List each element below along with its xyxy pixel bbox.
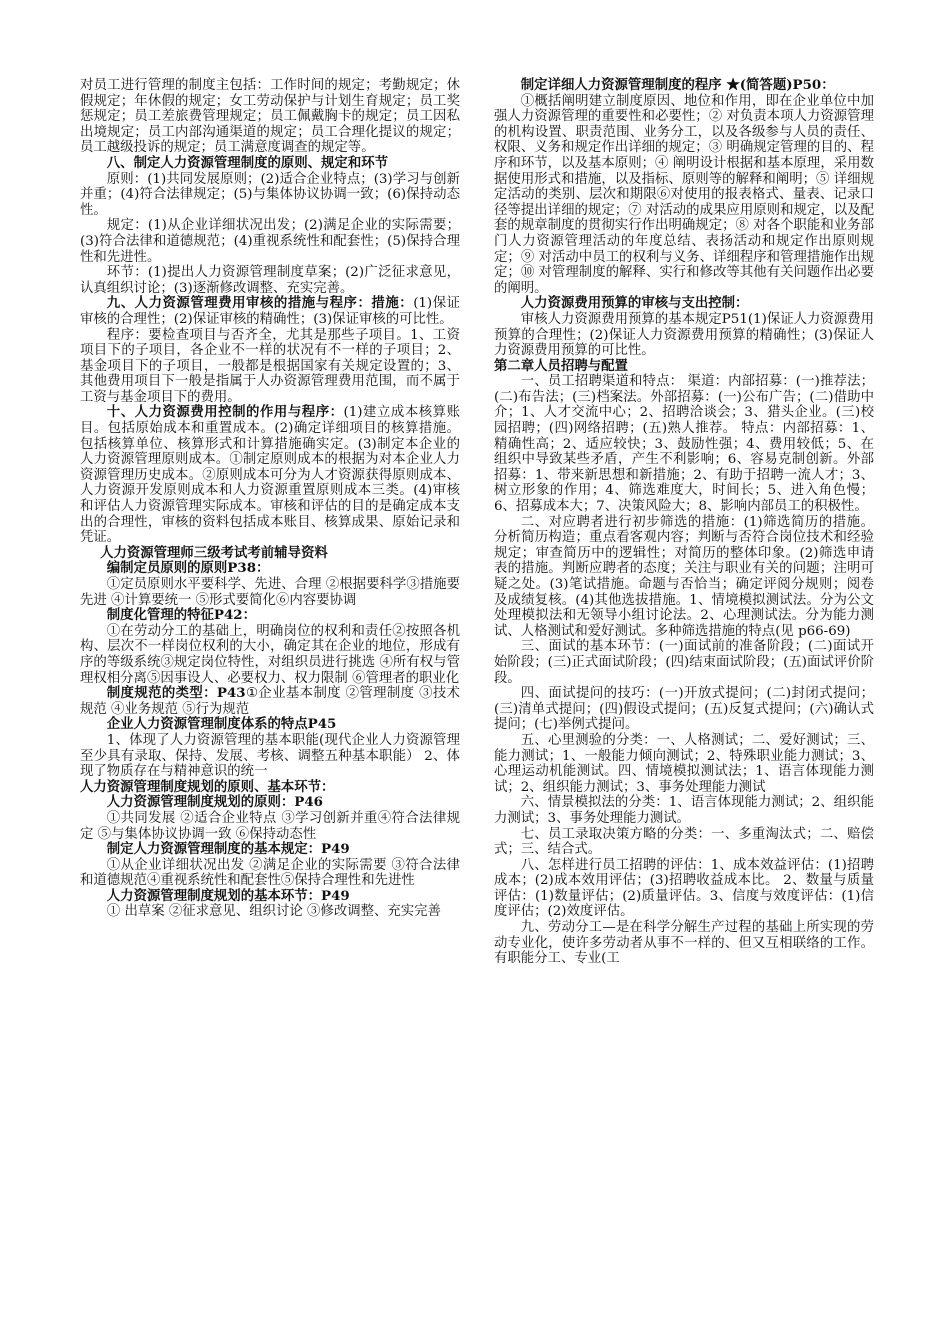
paragraph-recruitment-evaluation: 八、怎样进行员工招聘的评估：1、成本效益评估：(1)招聘成本；(2)成本效用评估；(3)招聘收益成本比。 2、数量与质量评估：(1)数量评估；(2)质量评估。3、信度与效度评估：(1)信度评估；(2)效度评估。 [494, 857, 874, 920]
paragraph-system-features: 1、体现了人力资源管理的基本职能(现代企业人力资源管理至少具有录取、保持、发展、考核、调整五种基本职能） 2、体现了物质存在与精神意识的统一 [80, 732, 460, 780]
paragraph-budget-review: 审核人力资源费用预算的基本规定P51(1)保证人力资源费用预算的合理性；(2)保证人力资源费用预算的精确性；(3)保证人力资源费用预算的可比性。 [494, 311, 874, 359]
heading-section-8: 八、制定人力资源管理制度的原则、规定和环节 [106, 154, 388, 171]
paragraph-detailed-procedure: ①概括阐明建立制度原因、地位和作用，即在企业单位中加强人力资源管理的重要性和必要性；② 对负责本项人力资源管理的机构设置、职责范围、业务分工，以及各级参与人员的责任、权限、义务和规定作出详细的规定；③ 明确规定管理的目的、程序和环节，以及基本原则；④ 阐明设计根据和基本原理，采用数据使用形式和措施，以及指标、原则等的解释和阐明；⑤ 详细规定活动的类别、层次和期限⑥对使用的报表格式、量表、记录口径等提出详细的规定；⑦ 对活动的成果应用原则和规定，以及配套的规章制度的贯彻实行作出明确规定；⑧ 对各个职能和业务部门人力资源管理活动的年度总结、表扬活动和规定作出原则规定；⑨ 对活动中员工的权利与义务、详细程序和管理措施作出规定；⑩ 对管理制度的解释、实行和修改等其他有关问题作出必要的阐明。 [494, 93, 874, 296]
paragraph-section-9 [80, 296, 460, 327]
heading-planning: 人力资源管理制度规划的原则、基本环节： [80, 778, 335, 795]
heading-system-features: 企业人力资源管理制度体系的特点P45 [106, 716, 337, 733]
rule-types-list: ①企业基本制度 ②管理制度 ③技术规范 ④业务规范 ⑤行为规范 [80, 686, 460, 717]
left-column [80, 78, 460, 920]
paragraph-scenario-simulation: 六、情景模拟法的分类：1、语言体现能力测试；2、组织能力测试；3、事务处理能力测试。 [494, 795, 874, 826]
heading-budget-review: 人力资源费用预算的审核与支出控制： [520, 295, 749, 312]
paragraph-rule-types [80, 686, 460, 717]
paragraph-interview-questions: 四、面试提问的技巧：(一)开放式提问；(二)封闭式提问；(三)清单式提问；(四)假设式提问；(五)反复式提问；(六)确认式提问；(七)举例式提问。 [494, 686, 874, 733]
heading-detailed-procedure: 制定详细人力资源管理制度的程序 ★(简答题)P50： [520, 77, 835, 93]
heading-rule-types: 制度规范的类型：P43 [106, 685, 246, 702]
heading-chapter-2: 第二章人员招聘与配置 [494, 357, 628, 374]
section-9-measures: (1)保证审核的合理性；(2)保证审核的精确性；(3)保证审核的可比性。 [80, 296, 461, 327]
heading-section-9: 九、人力资源管理费用审核的措施与程序：措施： [106, 295, 414, 312]
paragraph-planning-steps: ① 出草案 ②征求意见、组织讨论 ③修改调整、充实完善 [106, 904, 441, 920]
heading-basic-requirements: 制定人力资源管理制度的基本规定：P49 [106, 841, 350, 858]
paragraph-staffing-principles: ①定员原则水平要科学、先进、合理 ②根据要科学③措施要先进 ④计算要统一 ⑤形式要简化⑥内容要协调 [80, 577, 460, 608]
paragraph-section-10 [80, 405, 460, 545]
heading-institutional-mgmt: 制度化管理的特征P42： [106, 607, 257, 624]
paragraph-steps: 环节：(1)提出人力资源管理制度草案；(2)广泛征求意见，认真组织讨论；(3)逐渐修改调整、充实完善。 [80, 265, 460, 296]
heading-section-10: 十、人力资源费用控制的作用与程序： [106, 404, 344, 421]
heading-planning-steps: 人力资源管理制度规划的基本环节：P49 [106, 887, 350, 904]
heading-planning-principles: 人力资源管理制度规划的原则：P46 [106, 794, 323, 811]
paragraph-staff-rules: 对员工进行管理的制度主包括：工作时间的规定；考勤规定；休假规定；年休假的规定；女工劳动保护与计划生育规定；员工奖惩规定；员工差旅费管理规定；员工佩戴胸卡的规定；员工因私出境规定；员工内部沟通渠道的规定；员工合理化提议的规定；员工越级投诉的规定；员工满意度调查的规定等。 [80, 78, 460, 156]
right-column [494, 78, 874, 967]
heading-staffing-principles: 编制定员原则的原则P38： [106, 560, 270, 577]
paragraph-basic-requirements: ①从企业详细状况出发 ②满足企业的实际需要 ③符合法律和道德规范④重视系统性和配套性⑤保持合理性和先进性 [80, 857, 460, 889]
paragraph-institutional-mgmt: ①在劳动分工的基础上，明确岗位的权利和责任②按照各机构、层次不一样岗位权利的大小，确定其在企业的地位，形成有序的等级系统③规定岗位特性，对组织员进行挑选 ④所有权与管理权相分离⑤因事设人、必要权力、权力限制 ⑥管理者的职业化 [80, 623, 460, 686]
paragraph-division-of-labor: 九、劳动分工—是在科学分解生产过程的基础上所实现的劳动专业化，使许多劳动者从事不一样的、但又互相联络的工作。有职能分工、专业(工 [494, 920, 874, 967]
paragraph-recruitment-channels: 一、员工招聘渠道和特点： 渠道：内部招募：(一)推荐法；(二)布告法；(三)档案法。外部招募：(一)公布广告；(二)借助中介；1、人才交流中心；2、招聘洽谈会；3、猎头企业。(三)校园招聘；(四)网络招聘；(五)熟人推荐。 特点：内部招募：1、精确性高；2、适应较快；3、鼓励性强；4、费用较低；5、在组织中导致某些矛盾，产生不利影响；6、容易克制创新。外部招募：1、带来新思想和新措施；2、有助于招聘一流人才；3、树立形象的作用；4、筛选难度大，时间长；5、进入角色慢；6、招募成本大；7、决策风险大；8、影响内部员工的积极性。 [494, 374, 874, 515]
paragraph-psych-tests: 五、心里测验的分类：一、人格测试；二、爱好测试；三、能力测试；1、一般能力倾向测试；2、特殊职业能力测试；3、心理运动机能测试。四、情境模拟测试法；1、语言体现能力测试；2、组织能力测试；3、事务处理能力测试 [494, 732, 874, 795]
paragraph-requirements: 规定：(1)从企业详细状况出发；(2)满足企业的实际需要；(3)符合法律和道德规范；(4)重视系统性和配套性；(5)保持合理性和先进性。 [80, 218, 460, 265]
heading-exam-material: 人力资源管理师三级考试考前辅导资料 [100, 544, 328, 561]
paragraph-principles: 原则：(1)共同发展原则；(2)适合企业特点；(3)学习与创新并重；(4)符合法律规定；(5)与集体协议协调一致；(6)保持动态性。 [80, 171, 460, 218]
paragraph-procedure: 程序：要检查项目与否齐全，尤其是那些子项目。1、工资项目下的子项目，各企业不一样的状况有不一样的子项目；2、基金项目下的子项目，一般都是根据国家有关规定设置的；3、其他费用项目下一般是指属于人办资源管理费用范围，而不属于工资与基金项目下的费用。 [80, 327, 460, 405]
paragraph-planning-principles: ①共同发展 ②适合企业特点 ③学习创新并重④符合法律规定 ⑤与集体协议协调一致 ⑥保持动态性 [80, 810, 460, 842]
section-10-body: (1)建立成本核算账目。包括原始成本和重置成本。(2)确定详细项目的核算措施。包括核算单位、核算形式和计算措施确实定。(3)制定本企业的人力资源管理原则成本。①制定原则成本的根据为对本企业人力资源管理历史成本。②原则成本可分为人才资源获得原则成本、人力资源开发原则成本和人力资源重置原则成本三类。(4)审核和评估人力资源管理实际成本。审核和评估的目的是确定成本支出的合理性，审核的资料包括成本账目、核算成果、原始记录和凭证。 [80, 405, 460, 546]
paragraph-hiring-decision: 七、员工录取决策方略的分类：一、多重淘汰式；二、赔偿式；三、结合式。 [494, 826, 874, 858]
paragraph-initial-screening: 二、对应聘者进行初步筛选的措施：(1)筛选简历的措施。分析简历构造；重点看客观内容；判断与否符合岗位技术和经验规定；审查简历中的逻辑性；对简历的整体印象。(2)筛选申请表的措施。判断应聘者的态度；关注与职业有关的问题；注明可疑之处。(3)笔试措施。命题与否恰当；确定评阅分规则；阅卷及成绩复核。(4)其他选拔措施。1、情境模拟测试法。分为公文处理模拟法和无领导小组讨论法。2、心理测试法。分为能力测试、人格测试和爱好测试。多种筛选措施的特点(见 p66-69) [494, 514, 874, 639]
paragraph-interview-steps: 三、面试的基本环节：(一)面试前的准备阶段；(二)面试开始阶段；(三)正式面试阶段；(四)结束面试阶段；(五)面试评价阶段。 [494, 639, 874, 686]
